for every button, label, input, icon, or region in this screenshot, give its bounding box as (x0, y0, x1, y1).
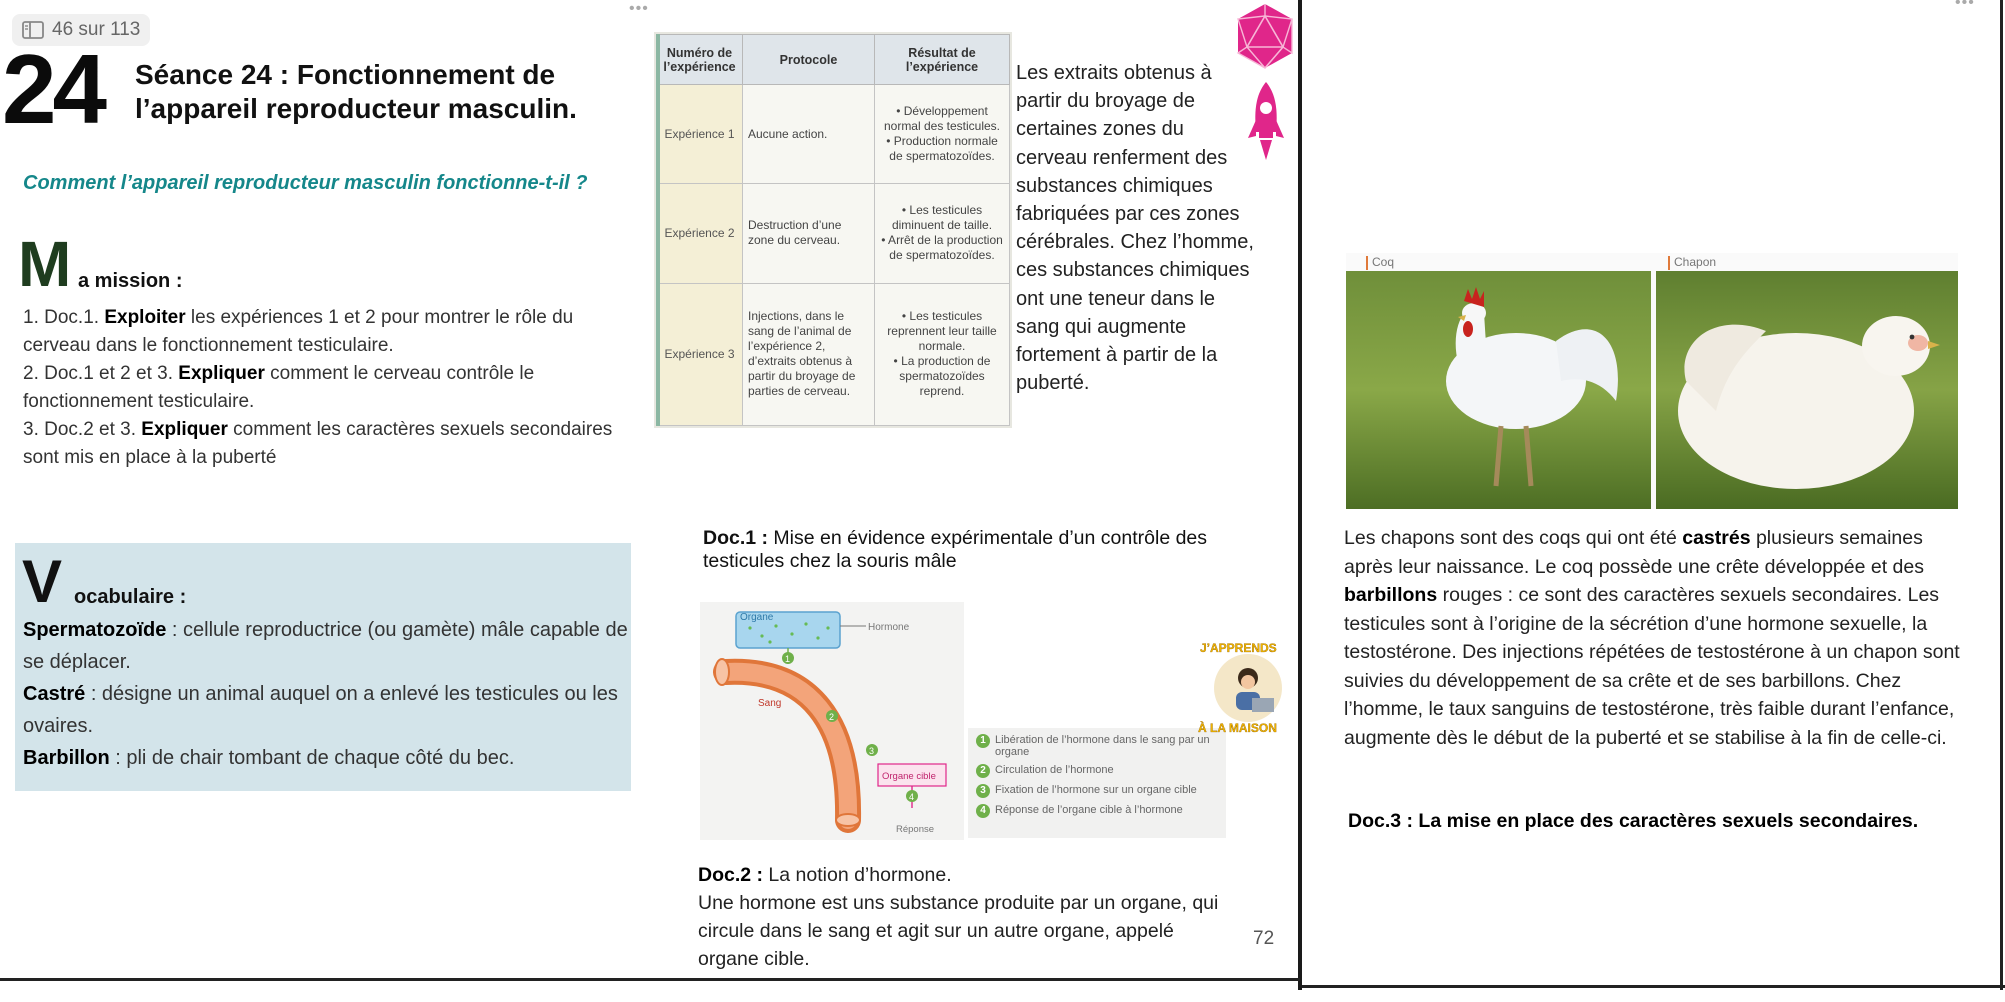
photo-label-coq: Coq (1366, 255, 1394, 270)
mission-item: 2. Doc.1 et 2 et 3. Expliquer comment le cerveau contrôle le fonctionnement testiculaire. (23, 363, 535, 412)
page-bottom-rule (1302, 985, 2005, 988)
legend-item: 3 Fixation de l’hormone sur un organe cible (976, 784, 1218, 798)
badge-bottom-text: À LA MAISON (1198, 721, 1277, 735)
result-line: • Arrêt de la production de spermatozoïdes. (881, 233, 1003, 263)
table-cell: Expérience 1 (657, 85, 743, 184)
diagram-label: Organe (740, 612, 774, 623)
legend-item: 4 Réponse de l’organe cible à l’hormone (976, 804, 1218, 818)
result-line: • La production de spermatozoïdes reprend. (893, 354, 991, 399)
mission-list (23, 304, 633, 472)
result-line: • Développement normal des testicules. (883, 104, 1001, 134)
page-divider (1298, 0, 1302, 990)
page-bottom-rule (0, 978, 1300, 981)
table-cell: Injections, dans le sang de l’animal de l’expérience 2, d’extraits obtenus à partir du broyage de parties de cerveau. (743, 283, 875, 425)
legend-item: 2 Circulation de l’hormone (976, 764, 1218, 778)
legend-item: 1 Libération de l’hormone dans le sang par un organe (976, 734, 1218, 758)
capon-paragraph: Les chapons sont des coqs qui ont été castrés plusieurs semaines après leur naissance. Le coq possède une crête développée et des barbillons rouges : ce sont des caractères sexuels secondaires. Les testicules sont à l’origine de la sécrétion d’une hormone sexuelle, la testostérone. Des injections répétées de testostérone à un chapon sont suivies du développement de sa crête et de ses barbillons. Chez l’homme, le taux sanguins de testostérone, très faible durant l’enfance, augmente dès le début de la puberté et se stabilise à la fin de celle-ci. (1344, 527, 1960, 749)
vocabulary-item: Castré : désigne un animal auquel on a enlevé les testicules ou les ovaires. (23, 683, 618, 737)
table-cell: Destruction d’une zone du cerveau. (743, 184, 875, 283)
table-row (657, 85, 1010, 184)
rocket-icon[interactable] (1246, 80, 1286, 162)
mission-item: 1. Doc.1. Exploiter les expériences 1 et 2 pour montrer le rôle du cerveau dans le fonctionnement testiculaire. (23, 307, 574, 356)
photo-label-chapon: Chapon (1668, 255, 1716, 270)
page-title (135, 58, 635, 126)
lesson-number: 24 (2, 34, 104, 144)
dice-icon[interactable] (1235, 2, 1295, 70)
svg-text:1: 1 (785, 654, 791, 664)
diagram-legend (968, 728, 1226, 838)
hormone-diagram (700, 602, 964, 840)
table-accent-bar (656, 34, 660, 426)
table-header: Numéro de l’expérience (657, 35, 743, 85)
drag-handle-left[interactable]: ••• (629, 0, 649, 17)
table-cell (875, 283, 1010, 425)
svg-text:4: 4 (909, 792, 915, 802)
result-line: • Les testicules diminuent de taille. (891, 203, 993, 233)
lesson-question: Comment l’appareil reproducteur masculin fonctionne-t-il ? (23, 172, 588, 194)
mission-initial: M (18, 228, 72, 300)
vocabulary-list (23, 614, 633, 774)
page-counter-label: 46 sur 113 (52, 19, 141, 40)
mission-heading: a mission : (78, 270, 183, 292)
badge-top-text: J’APPRENDS (1200, 641, 1277, 655)
doc2-text: Une hormone est uns substance produite par un organe, qui circule dans le sang et agit sur un autre organe, appelé organe cible. (698, 892, 1219, 970)
doc2-caption (698, 861, 1238, 973)
table-row (657, 283, 1010, 425)
diagram-label: Hormone (868, 622, 910, 633)
result-line: • Production normale de spermatozoïdes. (886, 134, 998, 164)
doc3-caption: Doc.3 : La mise en place des caractères sexuels secondaires. (1348, 810, 1919, 832)
drag-handle-right[interactable]: ••• (1955, 0, 1975, 11)
doc1-caption: Doc.1 : Mise en évidence expérimentale d’un contrôle des testicules chez la souris mâle (703, 527, 1208, 572)
table-cell: Expérience 2 (657, 184, 743, 283)
title-line: l’appareil reproducteur masculin. (135, 93, 577, 124)
vocabulary-item: Barbillon : pli de chair tombant de chaque côté du bec. (23, 747, 515, 769)
mission-item: 3. Doc.2 et 3. Expliquer comment les caractères sexuels secondaires sont mis en place à la puberté (23, 419, 613, 468)
vocabulary-heading: ocabulaire : (74, 586, 187, 608)
page-edge (2000, 0, 2003, 990)
doc2-title: Doc.2 : La notion d’hormone. (698, 864, 952, 886)
table-cell: Aucune action. (743, 85, 875, 184)
table-header-row (657, 35, 1010, 85)
capon-photo (1656, 271, 1958, 509)
table-cell (875, 85, 1010, 184)
vocabulary-item: Spermatozoïde : cellule reproductrice (ou gamète) mâle capable de se déplacer. (23, 619, 628, 673)
table-cell (875, 184, 1010, 283)
svg-text:3: 3 (869, 746, 875, 756)
rooster-photo (1346, 271, 1651, 509)
learn-at-home-badge[interactable] (1196, 638, 1300, 736)
title-line: Séance 24 : Fonctionnement de (135, 59, 556, 90)
diagram-label: Réponse (896, 824, 935, 835)
table-header: Protocole (743, 35, 875, 85)
page-number: 72 (1253, 928, 1275, 949)
vocabulary-initial: V (22, 548, 63, 615)
table-cell: Expérience 3 (657, 283, 743, 425)
extracts-paragraph: Les extraits obtenus à partir du broyage de certaines zones du cerveau renferment des substances chimiques fabriquées par ces zones cérébrales. Chez l’homme, ces substances chimiques ont une teneur dans le sang qui augmente fortement à partir de la puberté. (1016, 62, 1254, 395)
diagram-label: Sang (758, 698, 782, 709)
table-header: Résultat de l’expérience (875, 35, 1010, 85)
result-line: • Les testicules reprennent leur taille normale. (887, 309, 997, 354)
svg-text:2: 2 (829, 712, 835, 722)
experiment-table (656, 34, 1010, 426)
diagram-label: Organe cible (882, 771, 936, 782)
table-row (657, 184, 1010, 283)
